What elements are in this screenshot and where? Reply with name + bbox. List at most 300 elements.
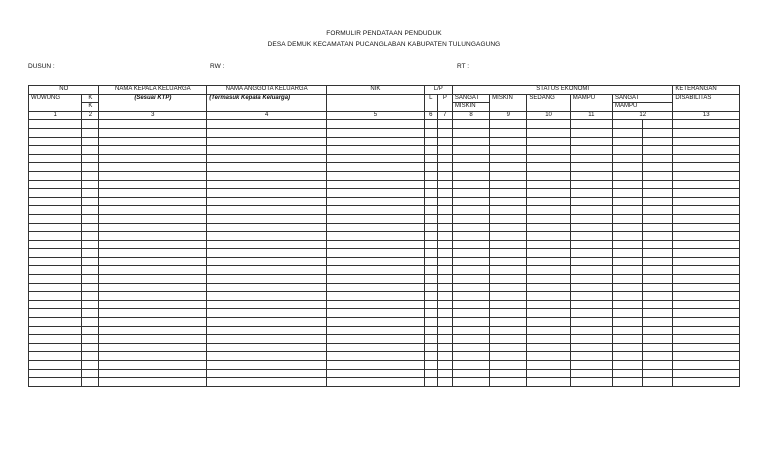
table-cell[interactable] [29, 180, 82, 189]
table-cell[interactable] [643, 146, 673, 155]
table-cell[interactable] [207, 197, 327, 206]
table-cell[interactable] [570, 137, 612, 146]
table-cell[interactable] [437, 352, 452, 361]
table-cell[interactable] [490, 249, 527, 258]
table-cell[interactable] [570, 249, 612, 258]
table-cell[interactable] [29, 326, 82, 335]
table-cell[interactable] [29, 163, 82, 172]
table-cell[interactable] [29, 309, 82, 318]
table-cell[interactable] [643, 223, 673, 232]
table-cell[interactable] [570, 361, 612, 370]
table-cell[interactable] [527, 171, 570, 180]
table-cell[interactable] [570, 318, 612, 327]
table-cell[interactable] [437, 128, 452, 137]
table-cell[interactable] [452, 318, 489, 327]
table-cell[interactable] [82, 189, 99, 198]
table-cell[interactable] [327, 120, 425, 129]
table-cell[interactable] [437, 163, 452, 172]
table-cell[interactable] [612, 343, 642, 352]
table-cell[interactable] [490, 154, 527, 163]
table-cell[interactable] [643, 300, 673, 309]
table-cell[interactable] [99, 223, 207, 232]
table-cell[interactable] [643, 352, 673, 361]
table-cell[interactable] [643, 343, 673, 352]
table-cell[interactable] [673, 163, 740, 172]
table-cell[interactable] [437, 189, 452, 198]
table-cell[interactable] [673, 326, 740, 335]
table-cell[interactable] [29, 120, 82, 129]
table-cell[interactable] [424, 309, 437, 318]
table-cell[interactable] [82, 240, 99, 249]
table-cell[interactable] [29, 232, 82, 241]
table-cell[interactable] [99, 300, 207, 309]
table-cell[interactable] [673, 318, 740, 327]
table-cell[interactable] [570, 309, 612, 318]
table-cell[interactable] [452, 189, 489, 198]
table-cell[interactable] [82, 171, 99, 180]
table-cell[interactable] [327, 309, 425, 318]
table-cell[interactable] [437, 240, 452, 249]
table-cell[interactable] [673, 232, 740, 241]
table-cell[interactable] [452, 171, 489, 180]
table-cell[interactable] [29, 128, 82, 137]
table-cell[interactable] [437, 180, 452, 189]
table-cell[interactable] [612, 120, 642, 129]
table-cell[interactable] [643, 309, 673, 318]
table-cell[interactable] [673, 292, 740, 301]
table-cell[interactable] [527, 369, 570, 378]
table-cell[interactable] [527, 300, 570, 309]
table-cell[interactable] [29, 206, 82, 215]
table-cell[interactable] [527, 146, 570, 155]
table-cell[interactable] [570, 189, 612, 198]
table-cell[interactable] [527, 240, 570, 249]
table-cell[interactable] [612, 223, 642, 232]
table-cell[interactable] [643, 318, 673, 327]
table-cell[interactable] [99, 137, 207, 146]
table-cell[interactable] [99, 206, 207, 215]
table-cell[interactable] [82, 369, 99, 378]
table-cell[interactable] [673, 266, 740, 275]
table-cell[interactable] [673, 283, 740, 292]
table-cell[interactable] [207, 343, 327, 352]
table-cell[interactable] [82, 266, 99, 275]
table-cell[interactable] [570, 378, 612, 387]
table-cell[interactable] [527, 361, 570, 370]
table-cell[interactable] [490, 318, 527, 327]
table-cell[interactable] [673, 128, 740, 137]
table-cell[interactable] [452, 326, 489, 335]
table-cell[interactable] [207, 326, 327, 335]
table-cell[interactable] [570, 214, 612, 223]
table-cell[interactable] [612, 214, 642, 223]
table-cell[interactable] [82, 197, 99, 206]
table-cell[interactable] [207, 318, 327, 327]
table-cell[interactable] [643, 154, 673, 163]
table-cell[interactable] [99, 154, 207, 163]
table-cell[interactable] [29, 343, 82, 352]
table-cell[interactable] [673, 189, 740, 198]
table-cell[interactable] [570, 154, 612, 163]
table-cell[interactable] [437, 206, 452, 215]
table-cell[interactable] [612, 146, 642, 155]
table-cell[interactable] [207, 309, 327, 318]
table-cell[interactable] [570, 275, 612, 284]
table-cell[interactable] [527, 318, 570, 327]
table-cell[interactable] [424, 378, 437, 387]
table-cell[interactable] [424, 266, 437, 275]
table-cell[interactable] [643, 326, 673, 335]
table-cell[interactable] [327, 206, 425, 215]
table-cell[interactable] [437, 137, 452, 146]
table-cell[interactable] [527, 283, 570, 292]
table-cell[interactable] [452, 206, 489, 215]
table-cell[interactable] [437, 257, 452, 266]
table-cell[interactable] [452, 309, 489, 318]
table-cell[interactable] [99, 197, 207, 206]
table-cell[interactable] [490, 352, 527, 361]
table-cell[interactable] [570, 292, 612, 301]
table-cell[interactable] [437, 214, 452, 223]
table-cell[interactable] [452, 180, 489, 189]
table-cell[interactable] [82, 326, 99, 335]
table-cell[interactable] [612, 189, 642, 198]
table-cell[interactable] [570, 163, 612, 172]
table-cell[interactable] [327, 369, 425, 378]
table-cell[interactable] [612, 275, 642, 284]
table-cell[interactable] [29, 352, 82, 361]
table-cell[interactable] [437, 249, 452, 258]
table-cell[interactable] [643, 197, 673, 206]
table-cell[interactable] [612, 266, 642, 275]
table-cell[interactable] [29, 369, 82, 378]
table-cell[interactable] [207, 257, 327, 266]
table-cell[interactable] [452, 249, 489, 258]
table-cell[interactable] [82, 163, 99, 172]
table-cell[interactable] [643, 292, 673, 301]
table-cell[interactable] [207, 223, 327, 232]
table-cell[interactable] [327, 137, 425, 146]
table-cell[interactable] [490, 257, 527, 266]
table-cell[interactable] [424, 128, 437, 137]
table-cell[interactable] [452, 240, 489, 249]
table-cell[interactable] [437, 232, 452, 241]
table-cell[interactable] [437, 309, 452, 318]
table-cell[interactable] [424, 326, 437, 335]
table-cell[interactable] [437, 326, 452, 335]
table-cell[interactable] [490, 309, 527, 318]
table-cell[interactable] [643, 128, 673, 137]
table-cell[interactable] [82, 249, 99, 258]
table-cell[interactable] [424, 369, 437, 378]
table-cell[interactable] [437, 343, 452, 352]
table-cell[interactable] [82, 283, 99, 292]
table-cell[interactable] [452, 266, 489, 275]
table-cell[interactable] [207, 249, 327, 258]
table-cell[interactable] [570, 171, 612, 180]
table-cell[interactable] [452, 223, 489, 232]
table-cell[interactable] [437, 318, 452, 327]
table-cell[interactable] [673, 197, 740, 206]
table-cell[interactable] [570, 232, 612, 241]
table-cell[interactable] [643, 180, 673, 189]
table-cell[interactable] [327, 283, 425, 292]
table-cell[interactable] [570, 197, 612, 206]
table-cell[interactable] [612, 361, 642, 370]
table-cell[interactable] [452, 154, 489, 163]
table-cell[interactable] [452, 197, 489, 206]
table-cell[interactable] [424, 335, 437, 344]
table-cell[interactable] [527, 154, 570, 163]
table-cell[interactable] [527, 335, 570, 344]
table-cell[interactable] [82, 137, 99, 146]
table-cell[interactable] [643, 171, 673, 180]
table-cell[interactable] [82, 206, 99, 215]
table-cell[interactable] [99, 146, 207, 155]
table-cell[interactable] [527, 163, 570, 172]
table-cell[interactable] [29, 361, 82, 370]
table-cell[interactable] [437, 266, 452, 275]
table-cell[interactable] [643, 206, 673, 215]
table-cell[interactable] [327, 318, 425, 327]
table-cell[interactable] [490, 335, 527, 344]
table-cell[interactable] [612, 154, 642, 163]
table-cell[interactable] [527, 249, 570, 258]
table-cell[interactable] [207, 300, 327, 309]
table-cell[interactable] [673, 214, 740, 223]
table-cell[interactable] [29, 266, 82, 275]
table-cell[interactable] [29, 197, 82, 206]
table-cell[interactable] [673, 369, 740, 378]
table-cell[interactable] [437, 369, 452, 378]
table-cell[interactable] [527, 137, 570, 146]
table-cell[interactable] [527, 232, 570, 241]
table-cell[interactable] [82, 292, 99, 301]
table-cell[interactable] [82, 146, 99, 155]
table-cell[interactable] [29, 318, 82, 327]
table-cell[interactable] [99, 275, 207, 284]
table-cell[interactable] [490, 128, 527, 137]
table-cell[interactable] [424, 120, 437, 129]
table-cell[interactable] [327, 189, 425, 198]
table-cell[interactable] [82, 309, 99, 318]
table-cell[interactable] [99, 292, 207, 301]
table-cell[interactable] [424, 275, 437, 284]
table-cell[interactable] [673, 120, 740, 129]
table-cell[interactable] [570, 369, 612, 378]
table-cell[interactable] [207, 206, 327, 215]
table-cell[interactable] [327, 171, 425, 180]
table-cell[interactable] [424, 240, 437, 249]
table-cell[interactable] [673, 240, 740, 249]
table-cell[interactable] [424, 361, 437, 370]
table-cell[interactable] [327, 128, 425, 137]
table-cell[interactable] [99, 163, 207, 172]
table-cell[interactable] [643, 335, 673, 344]
table-cell[interactable] [490, 120, 527, 129]
table-cell[interactable] [490, 137, 527, 146]
table-cell[interactable] [643, 163, 673, 172]
table-cell[interactable] [327, 180, 425, 189]
table-cell[interactable] [452, 300, 489, 309]
table-cell[interactable] [207, 335, 327, 344]
table-cell[interactable] [207, 120, 327, 129]
table-cell[interactable] [82, 378, 99, 387]
table-cell[interactable] [490, 197, 527, 206]
table-cell[interactable] [452, 120, 489, 129]
table-cell[interactable] [424, 171, 437, 180]
table-cell[interactable] [99, 352, 207, 361]
table-cell[interactable] [82, 335, 99, 344]
table-cell[interactable] [490, 189, 527, 198]
table-cell[interactable] [437, 275, 452, 284]
table-cell[interactable] [207, 146, 327, 155]
table-cell[interactable] [673, 361, 740, 370]
table-cell[interactable] [527, 180, 570, 189]
table-cell[interactable] [99, 378, 207, 387]
table-cell[interactable] [643, 137, 673, 146]
table-cell[interactable] [570, 180, 612, 189]
table-cell[interactable] [424, 223, 437, 232]
table-cell[interactable] [99, 257, 207, 266]
table-cell[interactable] [527, 292, 570, 301]
table-cell[interactable] [673, 171, 740, 180]
table-cell[interactable] [527, 343, 570, 352]
table-cell[interactable] [612, 249, 642, 258]
table-cell[interactable] [452, 146, 489, 155]
table-cell[interactable] [327, 240, 425, 249]
table-cell[interactable] [643, 120, 673, 129]
table-cell[interactable] [570, 266, 612, 275]
table-cell[interactable] [82, 180, 99, 189]
table-cell[interactable] [99, 335, 207, 344]
table-cell[interactable] [29, 257, 82, 266]
table-cell[interactable] [643, 283, 673, 292]
table-cell[interactable] [452, 214, 489, 223]
table-cell[interactable] [207, 369, 327, 378]
table-cell[interactable] [490, 232, 527, 241]
table-cell[interactable] [29, 249, 82, 258]
table-cell[interactable] [327, 300, 425, 309]
table-cell[interactable] [207, 352, 327, 361]
table-cell[interactable] [527, 206, 570, 215]
table-cell[interactable] [424, 154, 437, 163]
table-cell[interactable] [643, 257, 673, 266]
table-cell[interactable] [452, 369, 489, 378]
table-cell[interactable] [99, 326, 207, 335]
table-cell[interactable] [29, 283, 82, 292]
table-cell[interactable] [643, 378, 673, 387]
table-cell[interactable] [424, 257, 437, 266]
table-cell[interactable] [207, 378, 327, 387]
table-cell[interactable] [673, 335, 740, 344]
table-cell[interactable] [673, 378, 740, 387]
table-cell[interactable] [527, 378, 570, 387]
table-cell[interactable] [612, 300, 642, 309]
table-cell[interactable] [29, 378, 82, 387]
table-cell[interactable] [490, 206, 527, 215]
table-cell[interactable] [327, 326, 425, 335]
table-cell[interactable] [82, 275, 99, 284]
table-cell[interactable] [437, 171, 452, 180]
table-cell[interactable] [327, 214, 425, 223]
table-cell[interactable] [99, 214, 207, 223]
table-cell[interactable] [207, 214, 327, 223]
table-cell[interactable] [437, 292, 452, 301]
table-cell[interactable] [612, 197, 642, 206]
table-cell[interactable] [99, 309, 207, 318]
table-cell[interactable] [612, 137, 642, 146]
table-cell[interactable] [612, 326, 642, 335]
table-cell[interactable] [527, 223, 570, 232]
table-cell[interactable] [99, 318, 207, 327]
table-cell[interactable] [643, 275, 673, 284]
table-cell[interactable] [424, 300, 437, 309]
table-cell[interactable] [673, 146, 740, 155]
table-cell[interactable] [424, 214, 437, 223]
table-cell[interactable] [527, 266, 570, 275]
table-cell[interactable] [673, 154, 740, 163]
table-cell[interactable] [673, 137, 740, 146]
table-cell[interactable] [490, 292, 527, 301]
table-cell[interactable] [424, 180, 437, 189]
table-cell[interactable] [327, 292, 425, 301]
table-cell[interactable] [207, 283, 327, 292]
table-cell[interactable] [673, 223, 740, 232]
table-cell[interactable] [452, 232, 489, 241]
table-cell[interactable] [29, 189, 82, 198]
table-cell[interactable] [29, 137, 82, 146]
table-cell[interactable] [452, 378, 489, 387]
table-cell[interactable] [29, 146, 82, 155]
table-cell[interactable] [437, 154, 452, 163]
table-cell[interactable] [490, 223, 527, 232]
table-cell[interactable] [29, 292, 82, 301]
table-cell[interactable] [673, 352, 740, 361]
table-cell[interactable] [570, 128, 612, 137]
table-cell[interactable] [99, 266, 207, 275]
table-cell[interactable] [207, 171, 327, 180]
table-cell[interactable] [424, 249, 437, 258]
table-cell[interactable] [612, 369, 642, 378]
table-cell[interactable] [29, 214, 82, 223]
table-cell[interactable] [424, 137, 437, 146]
table-cell[interactable] [82, 128, 99, 137]
table-cell[interactable] [327, 352, 425, 361]
table-cell[interactable] [612, 257, 642, 266]
table-cell[interactable] [29, 154, 82, 163]
table-cell[interactable] [82, 154, 99, 163]
table-cell[interactable] [99, 120, 207, 129]
table-cell[interactable] [643, 214, 673, 223]
table-cell[interactable] [490, 171, 527, 180]
table-cell[interactable] [612, 292, 642, 301]
table-cell[interactable] [452, 361, 489, 370]
table-cell[interactable] [82, 352, 99, 361]
table-cell[interactable] [424, 189, 437, 198]
table-cell[interactable] [99, 128, 207, 137]
table-cell[interactable] [437, 378, 452, 387]
table-cell[interactable] [327, 146, 425, 155]
table-cell[interactable] [612, 232, 642, 241]
table-cell[interactable] [424, 206, 437, 215]
table-cell[interactable] [570, 300, 612, 309]
table-cell[interactable] [452, 128, 489, 137]
table-cell[interactable] [527, 197, 570, 206]
table-cell[interactable] [327, 335, 425, 344]
table-cell[interactable] [327, 232, 425, 241]
table-cell[interactable] [612, 309, 642, 318]
